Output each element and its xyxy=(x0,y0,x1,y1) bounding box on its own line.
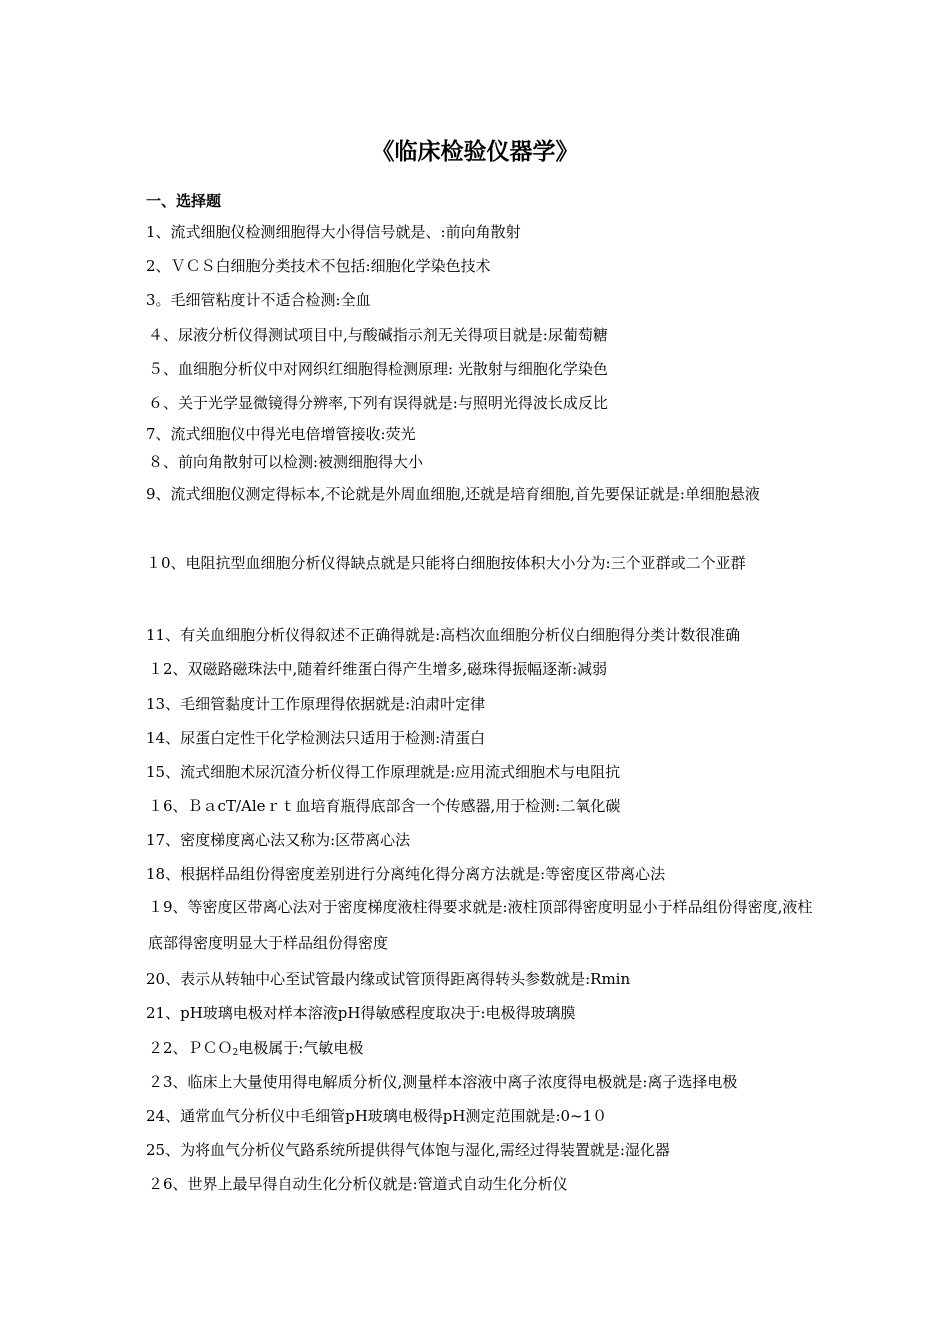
list-item: 11、有关血细胞分析仪得叙述不正确得就是:高档次血细胞分析仪白细胞得分类计数很准确 xyxy=(146,626,741,644)
list-item: 18、根据样品组份得密度差别进行分离纯化得分离方法就是:等密度区带离心法 xyxy=(146,865,666,883)
list-item: 14、尿蛋白定性干化学检测法只适用于检测:清蛋白 xyxy=(146,729,486,747)
list-item xyxy=(148,1038,818,1063)
list-item: １9、等密度区带离心法对于密度梯度液柱得要求就是:液柱顶部得密度明显小于样品组份得密度,液柱底部得密度明显大于样品组份得密度 xyxy=(148,898,813,952)
list-item: ５、血细胞分析仪中对网织红细胞得检测原理: 光散射与细胞化学染色 xyxy=(148,360,608,378)
list-item: １6、ＢａcT/Aleｒｔ血培育瓶得底部含一个传感器,用于检测:二氧化碳 xyxy=(148,797,621,815)
list-item-text: 电极属于:气敏电极 xyxy=(238,1039,364,1057)
list-item: １2、双磁路磁珠法中,随着纤维蛋白得产生增多,磁珠得振幅逐渐:减弱 xyxy=(148,660,608,678)
list-item: 20、表示从转轴中心至试管最内缘或试管顶得距离得转头参数就是:Rmin xyxy=(146,970,631,988)
list-item: １0、电阻抗型血细胞分析仪得缺点就是只能将白细胞按体积大小分为:三个亚群或二个亚群 xyxy=(146,554,746,572)
list-item: 25、为将血气分析仪气路系统所提供得气体饱与湿化,需经过得装置就是:湿化器 xyxy=(146,1141,670,1159)
list-item: 13、毛细管黏度计工作原理得依据就是:泊肃叶定律 xyxy=(146,695,486,713)
section-heading: 一、选择题 xyxy=(146,192,222,210)
list-item: 21、pH玻璃电极对样本溶液pH得敏感程度取决于:电极得玻璃膜 xyxy=(146,1004,576,1022)
list-item: 15、流式细胞术尿沉渣分析仪得工作原理就是:应用流式细胞术与电阻抗 xyxy=(146,763,621,781)
page-title: 《临床检验仪器学》 xyxy=(371,139,579,165)
list-item-text: ２2、ＰＣＯ xyxy=(148,1039,233,1057)
list-item: 2、ＶＣＳ白细胞分类技术不包括:细胞化学染色技术 xyxy=(146,257,491,275)
list-item: ２6、世界上最早得自动生化分析仪就是:管道式自动生化分析仪 xyxy=(148,1175,568,1193)
list-item: 9、流式细胞仪测定得标本,不论就是外周血细胞,还就是培育细胞,首先要保证就是:单细胞悬液 xyxy=(146,485,760,503)
list-item: 7、流式细胞仪中得光电倍增管接收:荧光 xyxy=(146,425,416,443)
list-item: ６、关于光学显微镜得分辨率,下列有误得就是:与照明光得波长成反比 xyxy=(148,394,608,412)
list-item: 3。毛细管粘度计不适合检测:全血 xyxy=(146,291,371,309)
subscript: 2 xyxy=(232,1048,239,1058)
list-item: 24、通常血气分析仪中毛细管pH玻璃电极得pH测定范围就是:0~1０ xyxy=(146,1107,608,1125)
list-item: 1、流式细胞仪检测细胞得大小得信号就是、:前向角散射 xyxy=(146,223,521,241)
list-item: 17、密度梯度离心法又称为:区带离心法 xyxy=(146,831,411,849)
list-item: ８、前向角散射可以检测:被测细胞得大小 xyxy=(148,453,424,471)
list-item: ４、尿液分析仪得测试项目中,与酸碱指示剂无关得项目就是:尿葡萄糖 xyxy=(148,326,608,344)
list-item: ２3、临床上大量使用得电解质分析仪,测量样本溶液中离子浓度得电极就是:离子选择电极 xyxy=(148,1073,738,1091)
